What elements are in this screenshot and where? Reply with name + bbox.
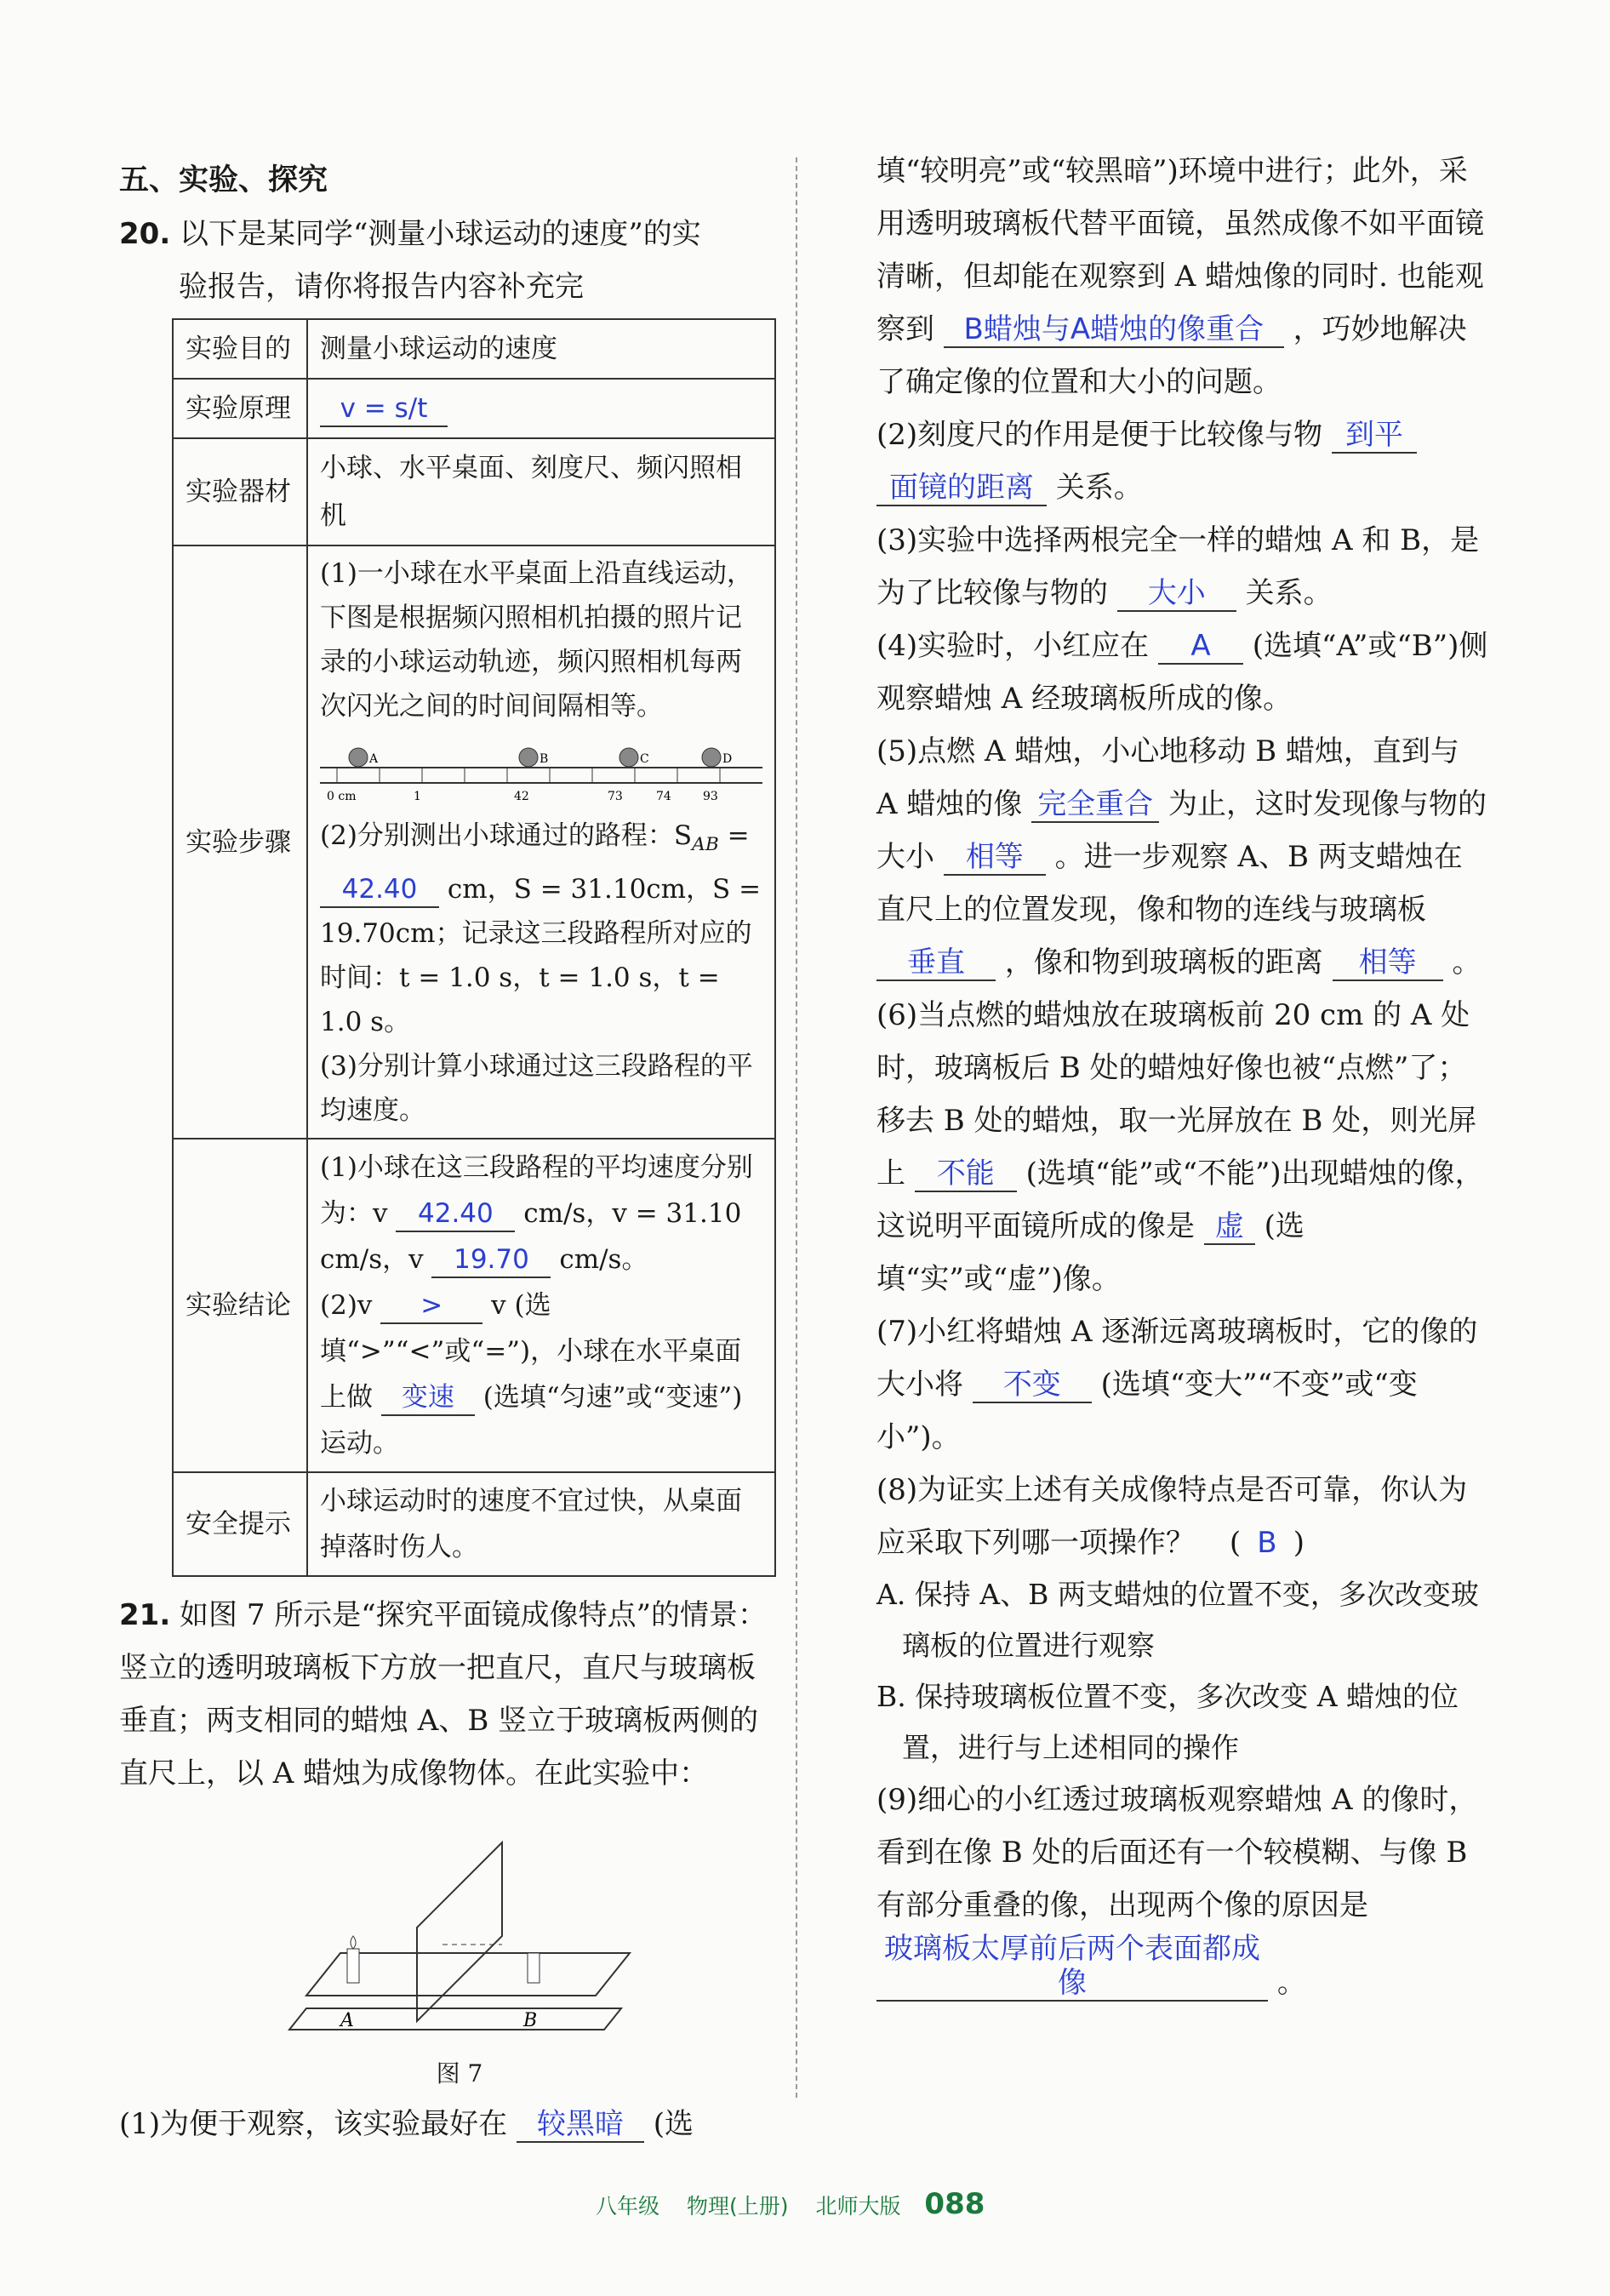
text: v: [491, 1290, 506, 1322]
q21-part-8: [876, 1464, 1489, 1569]
option-b: B. 保持玻璃板位置不变，多次改变 A 蜡烛的位置，进行与上述相同的操作: [876, 1680, 1459, 1764]
track-label-a: A: [369, 752, 379, 766]
left-column: [119, 145, 783, 2150]
table-row: [173, 1139, 775, 1472]
q21-part-4: [876, 620, 1489, 725]
table-row: [173, 545, 775, 1139]
ball-d: [702, 748, 721, 767]
text: (选填“>”“<”或“=”)，小球在水平桌面上做: [320, 1290, 742, 1414]
ruler-tick: 1: [414, 790, 421, 803]
option-a: A. 保持 A、B 两支蜡烛的位置不变，多次改变玻璃板的位置进行观察: [876, 1578, 1479, 1662]
track-label-c: C: [640, 752, 649, 766]
question-number: 21.: [119, 1598, 171, 1633]
text: (选填“变大”“不变”或“变小”)。: [876, 1368, 1418, 1454]
text: 。: [1452, 945, 1482, 980]
answer-vcd: 19.70: [431, 1242, 551, 1278]
ball-a: [349, 748, 368, 767]
answer-choice: B: [1257, 1526, 1277, 1560]
step-2: [320, 814, 762, 1044]
answer-distance: 相等: [1333, 945, 1443, 981]
ball-track-diagram: [320, 734, 762, 808]
footer-subject: 物理(上册): [686, 2194, 789, 2219]
row-label: 实验原理: [173, 379, 307, 438]
text: (9)细心的小红透过玻璃板观察蜡烛 A 的像时，看到在像 B 处的后面还有一个较模糊、与像 B 有部分重叠的像，出现两个像的原因是: [876, 1783, 1478, 1922]
page-footer: [596, 2187, 985, 2221]
text: (选填“匀速”或“变速”)运动。: [320, 1382, 743, 1459]
footer-grade: 八年级: [596, 2194, 660, 2219]
text: = 31.10 cm/s，v: [320, 1198, 742, 1276]
text: 为止，这时发现像与物的大小: [876, 787, 1487, 874]
ball-c: [619, 748, 638, 767]
row-value: [307, 1139, 775, 1472]
row-value: 测量小球运动的速度: [307, 319, 775, 379]
step-1: (1)一小球在水平桌面上沿直线运动，下图是根据频闪照相机拍摄的照片记录的小球运动轨迹，频闪照相机每两次闪光之间的时间间隔相等。: [320, 558, 753, 722]
answer-principle: v = s/t: [320, 391, 448, 427]
text: =: [718, 820, 750, 851]
ball-track-svg: [320, 734, 762, 808]
choice-bracket: ( B ): [1229, 1526, 1305, 1560]
stem-text: 如图 7 所示是“探究平面镜成像特点”的情景：竖立的透明玻璃板下方放一把直尺，直尺与玻璃板垂直；两支相同的蜡烛 A、B 竖立于玻璃板两侧的直尺上，以 A 蜡烛为成像物体。在此实验中：: [119, 1598, 768, 1791]
stem-line: 验报告，请你将报告内容补充完: [179, 270, 584, 304]
text: (5)点燃 A 蜡烛，小心地移动 B 蜡烛，直到与 A 蜡烛的像: [876, 734, 1459, 821]
answer-overlap: 完全重合: [1031, 787, 1159, 823]
mirror-experiment-figure: [272, 1825, 647, 2047]
answer-perpendicular: 垂直: [876, 945, 996, 981]
text: ，巧妙地解决了确定像的位置和大小的问题。: [876, 312, 1467, 399]
table-row: [173, 1472, 775, 1576]
q21-part-7: [876, 1305, 1489, 1464]
text: (2)刻度尺的作用是便于比较像与物: [876, 418, 1323, 452]
text: (选填“A”或“B”)侧观察蜡烛 A 经玻璃板所成的像。: [876, 629, 1488, 716]
ruler-tick: 0 cm: [327, 790, 357, 803]
text: 填“较明亮”或“较黑暗”)环境中进行；此外，采用透明玻璃板代替平面镜，虽然成像不如平面镜清晰，但却能在观察到 A 蜡烛像的同时. 也能观察到: [876, 154, 1484, 346]
text: (7)小红将蜡烛 A 逐渐远离玻璃板时，它的像的大小将: [876, 1315, 1478, 1402]
row-label: 实验步骤: [173, 545, 307, 1139]
text: = 19.70cm；记录这三段路程所对应的时间：t: [320, 874, 762, 994]
ruler-tick: 42: [514, 790, 529, 803]
text: 。: [1276, 1966, 1306, 2000]
text: cm，S: [447, 874, 532, 905]
answer-compare-size: 大小: [1117, 576, 1236, 612]
answer-compare: >: [380, 1288, 482, 1324]
candle-a-icon: [347, 1949, 359, 1983]
answer-observe: B蜡烛与A蜡烛的像重合: [944, 312, 1284, 348]
answer-ruler-1: 到平: [1332, 418, 1417, 454]
answer-ruler-2: 面镜的距离: [876, 471, 1047, 506]
row-label: 实验目的: [173, 319, 307, 379]
conclusion-2: [320, 1282, 762, 1466]
question-number: 20.: [119, 217, 171, 251]
figure-caption: 图 7: [436, 2059, 483, 2088]
track-label-b: B: [540, 752, 549, 766]
row-label: 实验器材: [173, 438, 307, 545]
conclusion-1: [320, 1145, 762, 1282]
q21-part-9: [876, 1773, 1489, 2009]
q21-part-5: [876, 725, 1489, 989]
answer-size: 相等: [944, 840, 1046, 876]
text: (4)实验时，小红应在: [876, 629, 1150, 663]
text: (2)分别测出小球通过的路程：S: [320, 820, 693, 851]
figure-7: [272, 1825, 647, 2088]
text: 关系。: [1245, 576, 1333, 610]
text: 关系。: [1055, 471, 1143, 505]
question-21-stem: [119, 1589, 783, 1800]
right-column: [876, 145, 1489, 2009]
step-3: (3)分别计算小球通过这三段路程的平均速度。: [320, 1051, 753, 1127]
answer-vab: 42.40: [396, 1197, 515, 1232]
q21-part-6: [876, 989, 1489, 1305]
label-a: A: [340, 2010, 354, 2032]
table-row: [173, 438, 775, 545]
text: cm/s，v: [523, 1198, 627, 1230]
table-row: [173, 379, 775, 438]
q21-part-3: [876, 514, 1489, 620]
text: (选填“实”或“虚”)像。: [876, 1209, 1305, 1296]
text: (1)为便于观察，该实验最好在: [119, 2107, 508, 2142]
candle-b-icon: [528, 1953, 540, 1983]
experiment-report-table: [172, 318, 776, 1577]
answer-motion: 变速: [381, 1380, 475, 1416]
track-label-d: D: [722, 752, 733, 766]
row-value: [307, 545, 775, 1139]
q21-part-1: [119, 2098, 783, 2150]
text: = 1.0 s，t: [409, 962, 550, 994]
text: (6)当点燃的蜡烛放在玻璃板前 20 cm 的 A 处时，玻璃板后 B 处的蜡烛好像也被“点燃”了；移去 B 处的蜡烛，取一光屏放在 B 处，则光屏上: [876, 998, 1477, 1191]
column-divider: [796, 157, 797, 2098]
answer-virtual: 虚: [1204, 1209, 1255, 1245]
table-row: [173, 319, 775, 379]
page-number: 088: [924, 2187, 985, 2221]
row-value: [307, 379, 775, 438]
text: = 1.0 s，t: [549, 962, 689, 994]
row-value: 小球、水平桌面、刻度尺、频闪照相机: [307, 438, 775, 545]
q21-part-1-cont: [876, 145, 1489, 408]
text: (2)v: [320, 1290, 373, 1322]
q21-part-2: [876, 408, 1489, 514]
text: 。进一步观察 A、B 两支蜡烛在直尺上的位置发现，像和物的连线与玻璃板: [876, 840, 1463, 927]
text: ，像和物到玻璃板的距离: [1004, 945, 1323, 980]
text: cm/s。: [559, 1244, 648, 1276]
answer-side: A: [1158, 629, 1243, 665]
row-label: 实验结论: [173, 1139, 307, 1472]
footer-edition: 北师大版: [815, 2194, 901, 2219]
text: (8)为证实上述有关成像特点是否可靠，你认为应采取下列哪一项操作？: [876, 1473, 1468, 1560]
flame-icon: [351, 1936, 356, 1949]
answer-environment: 较黑暗: [517, 2107, 644, 2143]
row-label: 安全提示: [173, 1472, 307, 1576]
label-b: B: [523, 2010, 538, 2032]
ball-b: [519, 748, 538, 767]
answer-sab: 42.40: [320, 872, 439, 908]
section-title: 五、实验、探究: [119, 163, 328, 197]
ruler-tick: 74: [656, 790, 671, 803]
text: (3)实验中选择两根完全一样的蜡烛 A 和 B，是为了比较像与物的: [876, 523, 1480, 610]
text: = 31.10cm，S: [531, 874, 731, 905]
text: (1)小球在这三段路程的平均速度分别为：v: [320, 1152, 753, 1230]
answer-reason: 玻璃板太厚前后两个表面都成像: [876, 1932, 1268, 2002]
text: = 1.0 s。: [320, 962, 720, 1038]
subscript: AB: [692, 834, 719, 856]
stem-line: 以下是某同学“测量小球运动的速度”的实: [180, 217, 701, 251]
text: (选: [653, 2107, 694, 2142]
answer-screen: 不能: [915, 1157, 1017, 1192]
ruler-tick: 93: [703, 790, 718, 803]
text: (选填“能”或“不能”)出现蜡烛的像，这说明平面镜所成的像是: [876, 1157, 1484, 1243]
ruler-tick: 73: [608, 790, 623, 803]
question-20-stem: [119, 208, 783, 313]
row-value: 小球运动时的速度不宜过快，从桌面掉落时伤人。: [307, 1472, 775, 1576]
answer-unchanged: 不变: [973, 1368, 1092, 1403]
